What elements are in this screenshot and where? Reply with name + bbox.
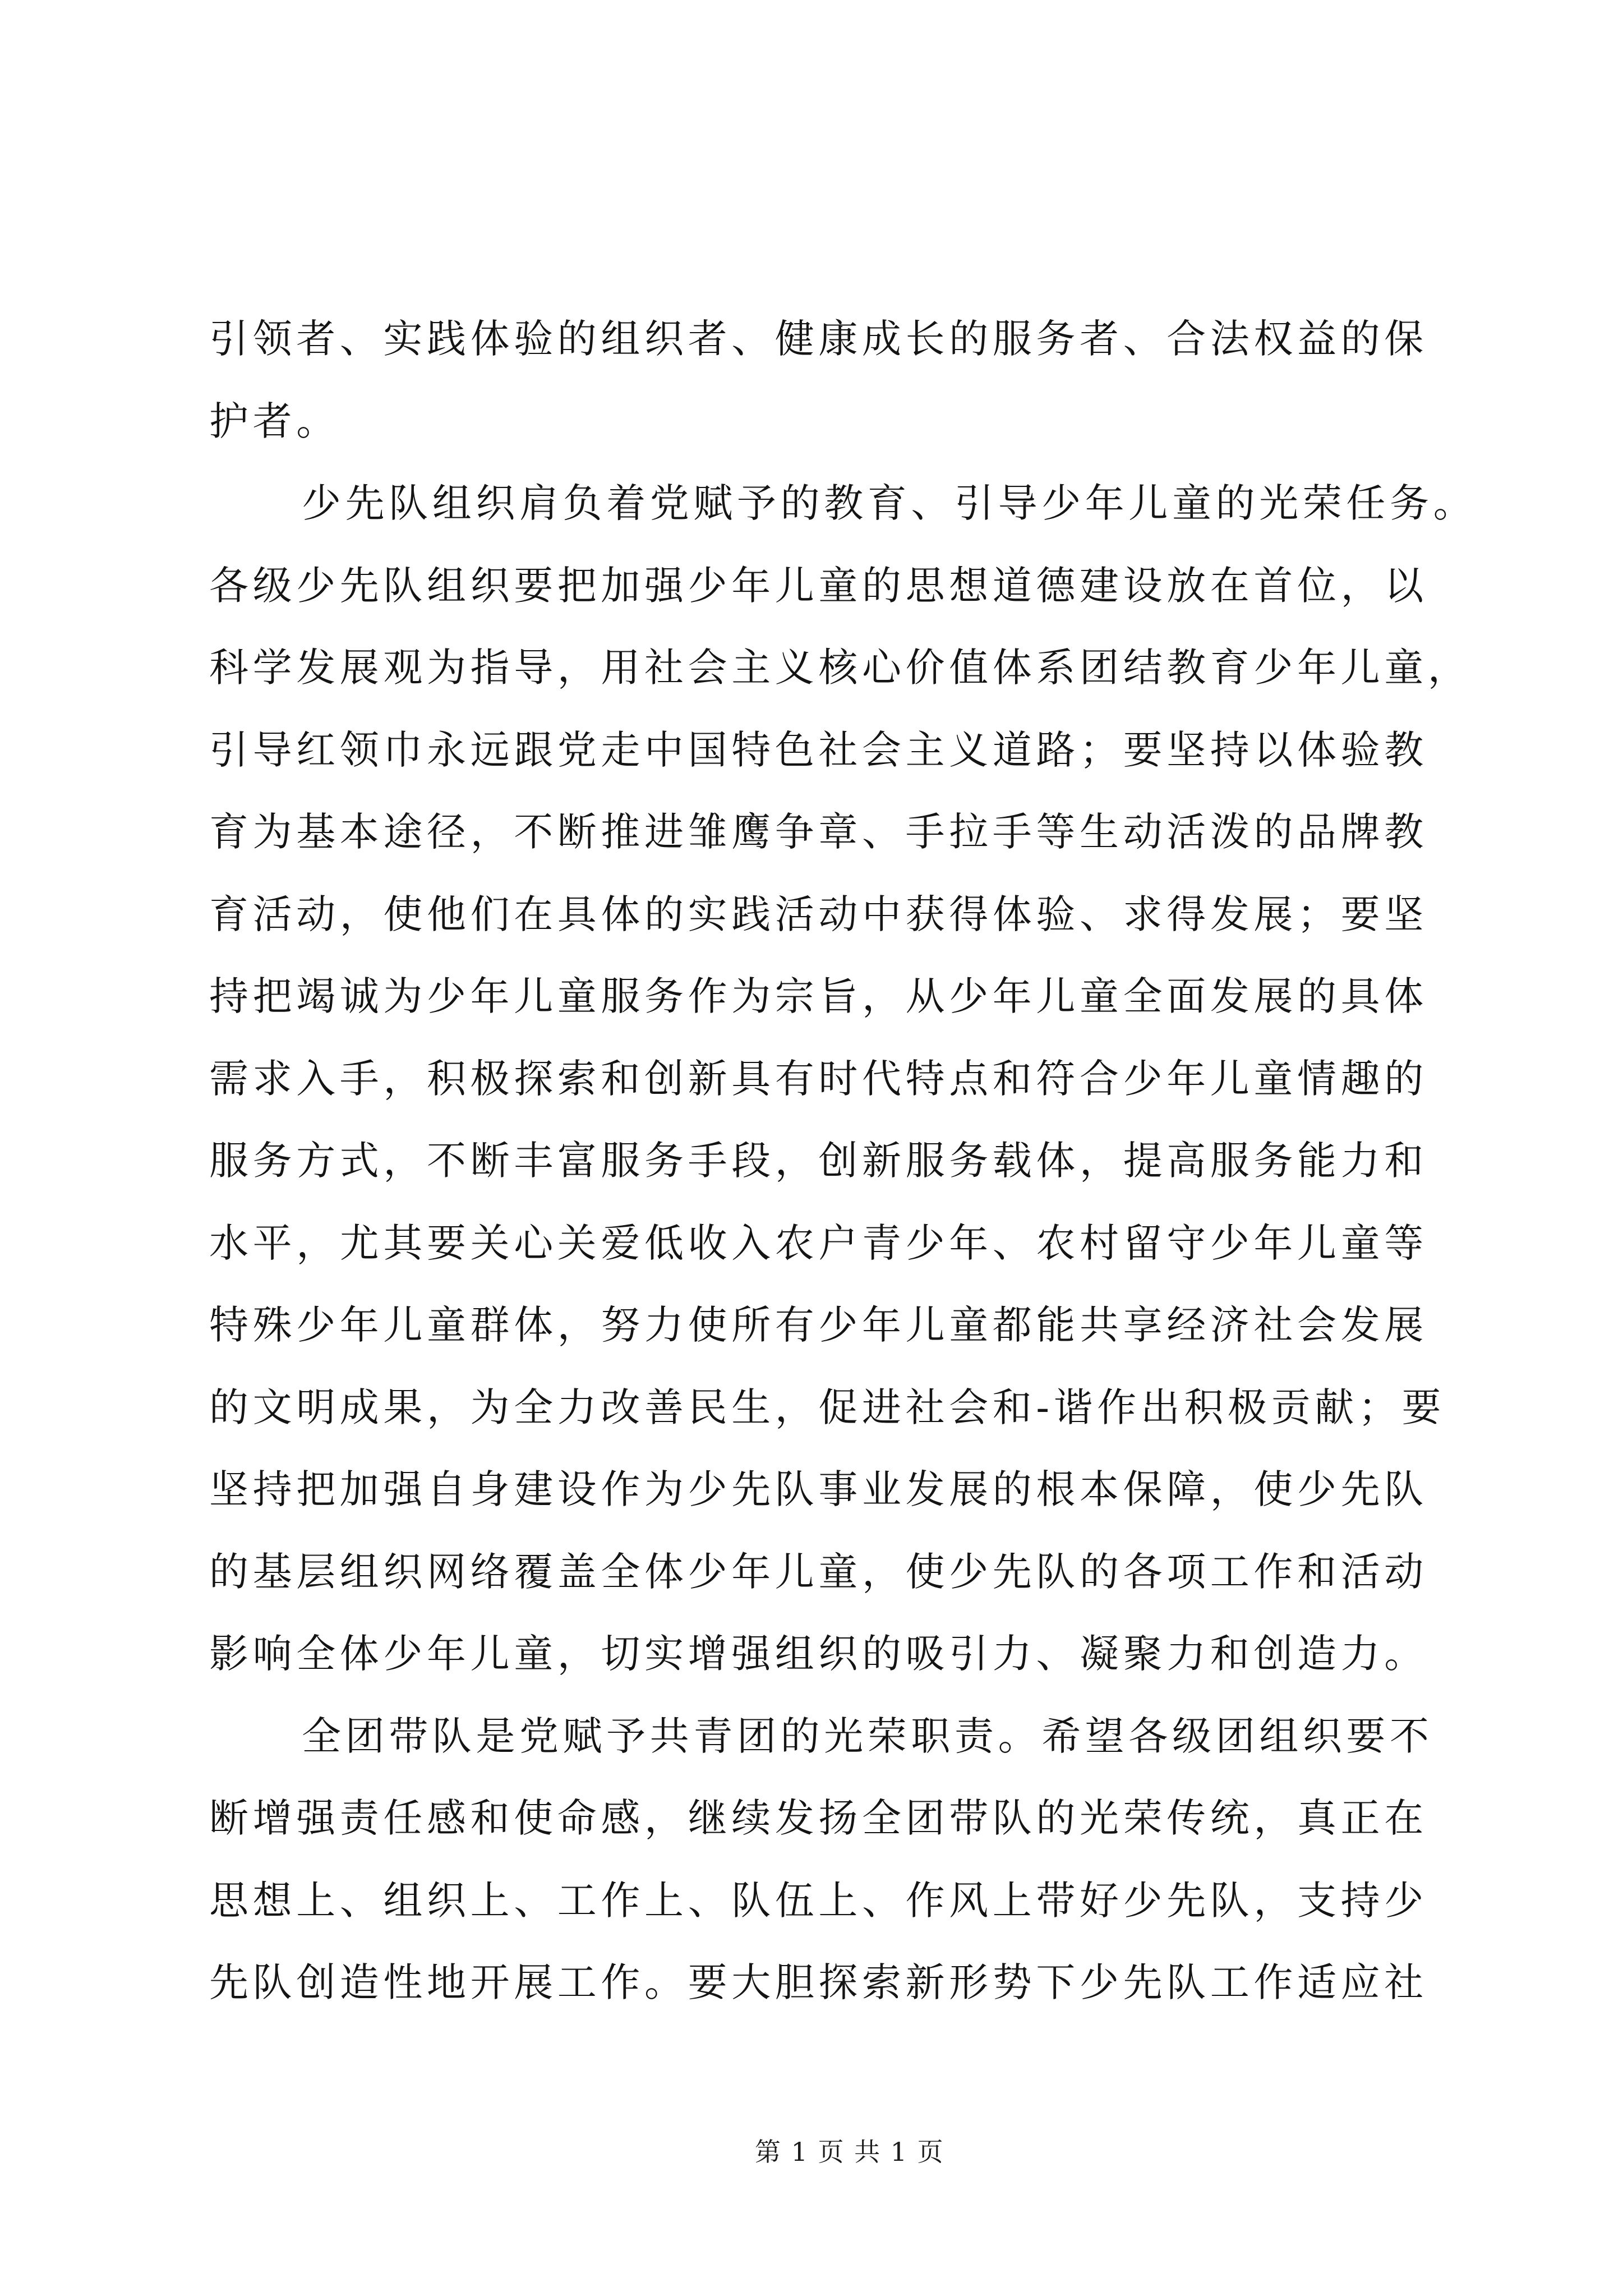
text-line: 影响全体少年儿童，切实增强组织的吸引力、凝聚力和创造力。 (209, 1631, 1428, 1677)
paragraph-1 (209, 298, 1555, 462)
text-line: 服务方式，不断丰富服务手段，创新服务载体，提高服务能力和 (209, 1138, 1428, 1184)
text-line: 需求入手，积极探索和创新具有时代特点和符合少年儿童情趣的 (209, 1055, 1428, 1102)
text-line: 思想上、组织上、工作上、队伍上、作风上带好少先队，支持少 (209, 1877, 1428, 1924)
text-line: 引导红领巾永远跟党走中国特色社会主义道路；要坚持以体验教 (209, 726, 1428, 773)
text-line: 持把竭诚为少年儿童服务作为宗旨，从少年儿童全面发展的具体 (209, 973, 1428, 1019)
page-footer-label: 第 1 页 共 1 页 (755, 2137, 944, 2167)
text-line: 的基层组织网络覆盖全体少年儿童，使少先队的各项工作和活动 (209, 1548, 1428, 1595)
text-line: 护者。 (209, 398, 340, 444)
paragraph-3 (209, 1695, 1555, 2024)
text-line: 各级少先队组织要把加强少年儿童的思想道德建设放在首位，以 (209, 562, 1428, 609)
text-line: 水平，尤其要关心关爱低收入农户青少年、农村留守少年儿童等 (209, 1220, 1428, 1266)
text-line: 先队创造性地开展工作。要大胆探索新形势下少先队工作适应社 (209, 1959, 1428, 2005)
text-line: 全团带队是党赋予共青团的光荣职责。希望各级团组织要不 (302, 1713, 1433, 1759)
text-line: 断增强责任感和使命感，继续发扬全团带队的光荣传统，真正在 (209, 1795, 1428, 1841)
text-line: 引领者、实践体验的组织者、健康成长的服务者、合法权益的保 (209, 316, 1428, 362)
text-line: 坚持把加强自身建设作为少先队事业发展的根本保障，使少先队 (209, 1466, 1428, 1512)
paragraph-2 (209, 462, 1555, 1695)
text-line: 科学发展观为指导，用社会主义核心价值体系团结教育少年儿童， (209, 645, 1472, 691)
text-line: 的文明成果，为全力改善民生，促进社会和-谐作出积极贡献；要 (209, 1384, 1446, 1430)
text-line: 育活动，使他们在具体的实践活动中获得体验、求得发展；要坚 (209, 891, 1428, 937)
document-body (209, 298, 1555, 2024)
text-line: 特殊少年儿童群体，努力使所有少年儿童都能共享经济社会发展 (209, 1302, 1428, 1348)
text-line: 少先队组织肩负着党赋予的教育、引导少年儿童的光荣任务。 (302, 480, 1477, 526)
text-line: 育为基本途径，不断推进雏鹰争章、手拉手等生动活泼的品牌教 (209, 809, 1428, 855)
